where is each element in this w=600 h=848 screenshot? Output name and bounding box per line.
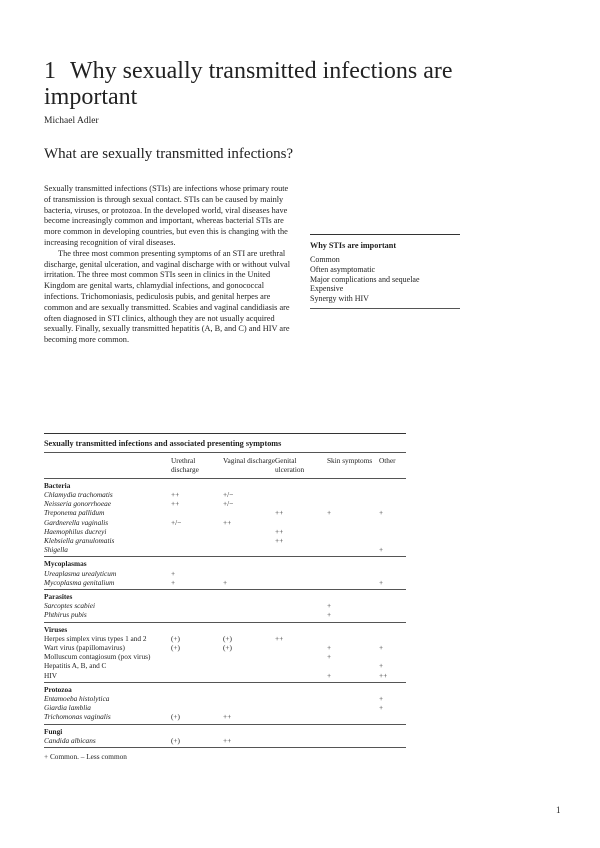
- symptom-cell: +: [171, 578, 223, 590]
- organism-name: Haemophilus ducreyi: [44, 526, 107, 536]
- organism-name: Hepatitis A, B, and C: [44, 661, 107, 671]
- symptom-cell: [275, 601, 327, 610]
- symptom-cell: +: [379, 545, 406, 557]
- symptom-cell: [171, 610, 223, 622]
- symptom-cell: [379, 536, 406, 545]
- symptom-cell: [171, 661, 223, 670]
- sidebar-bottom-rule: [310, 308, 460, 309]
- page-number: 1: [556, 805, 561, 815]
- column-header: [44, 453, 171, 479]
- symptom-cell: [379, 736, 406, 748]
- table-group-row: [44, 590, 406, 602]
- symptom-cell: [327, 545, 379, 557]
- table-row: [44, 601, 406, 610]
- table-row: [44, 712, 406, 724]
- organism-name: Ureaplasma urealyticum: [44, 568, 117, 578]
- symptom-cell: ++: [275, 536, 284, 546]
- table-row: [44, 499, 406, 508]
- symptom-cell: [275, 569, 327, 578]
- symptom-cell: +: [327, 652, 332, 662]
- symptom-cell: (+): [171, 736, 223, 748]
- sidebar-item: Common: [310, 255, 340, 264]
- symptom-cell: (+): [171, 712, 223, 724]
- table-row: [44, 569, 406, 578]
- symptom-cell: [379, 569, 406, 578]
- symptom-cell: ++: [275, 633, 284, 643]
- symptom-cell: [171, 694, 223, 703]
- symptom-cell: +: [327, 508, 332, 518]
- symptom-cell: [327, 569, 379, 578]
- organism-name: Entamoeba histolytica: [44, 694, 110, 704]
- symptom-cell: [223, 527, 275, 536]
- paragraph: Sexually transmitted infections (STIs) are infections whose primary route of transmission is through sexual contact. STIs can be caused by mainly bacteria, viruses, or protozoa. In the developed world, viral diseases have become increasingly common and important, whereas bacterial STIs are more common in developing countries, but even this is changing with the increasing recognition of viral diseases.: [44, 184, 289, 247]
- symptom-cell: (+): [223, 643, 232, 653]
- table-row: [44, 610, 406, 622]
- organism-name: Klebsiella granulomatis: [44, 536, 115, 546]
- symptom-cell: [275, 712, 327, 724]
- organism-name: Sarcoptes scabiei: [44, 601, 95, 611]
- symptom-cell: ++: [379, 671, 406, 683]
- symptom-cell: [327, 527, 379, 536]
- table-row: [44, 694, 406, 703]
- symptom-cell: [379, 610, 406, 622]
- organism-name: Neisseria gonorrhoeae: [44, 499, 111, 509]
- group-name: Protozoa: [44, 684, 72, 694]
- table-group-row: [44, 724, 406, 736]
- symptom-cell: [275, 545, 327, 557]
- symptom-cell: [327, 536, 379, 545]
- symptom-cell: +: [171, 568, 176, 578]
- symptom-cell: ++: [223, 712, 275, 724]
- group-name: Mycoplasmas: [44, 559, 87, 569]
- table-group-row: [44, 622, 406, 634]
- organism-name: Gardnerella vaginalis: [44, 517, 109, 527]
- symptom-cell: [275, 499, 327, 508]
- symptom-cell: [327, 703, 379, 712]
- sti-table: [44, 452, 406, 748]
- symptom-cell: [379, 601, 406, 610]
- sidebar-title: Why STIs are important: [310, 241, 397, 250]
- table-body: [44, 478, 406, 747]
- symptom-cell: +/−: [223, 499, 234, 509]
- symptom-cell: +: [327, 643, 332, 653]
- symptom-cell: (+): [171, 643, 180, 653]
- group-name: Fungi: [44, 726, 63, 736]
- organism-name: Molluscum contagiosum (pox virus): [44, 652, 151, 662]
- symptom-cell: [171, 601, 223, 610]
- symptom-cell: [171, 527, 223, 536]
- symptom-cell: [223, 610, 275, 622]
- organism-name: Phthirus pubis: [44, 610, 171, 622]
- organism-name: Trichomonas vaginalis: [44, 712, 171, 724]
- symptom-cell: [327, 490, 379, 499]
- symptom-cell: [379, 490, 406, 499]
- symptom-cell: [223, 601, 275, 610]
- organism-name: Candida albicans: [44, 736, 171, 748]
- table-row: [44, 545, 406, 557]
- symptom-cell: ++: [275, 526, 284, 536]
- symptom-cell: [275, 490, 327, 499]
- sidebar-item: Major complications and sequelae: [310, 274, 420, 284]
- sidebar-item: Expensive: [310, 284, 344, 294]
- section-heading: What are sexually transmitted infections?: [44, 146, 294, 162]
- paragraph: The three most common presenting symptoms of an STI are urethral discharge, genital ulceration, and vaginal discharge with or without vulval irritation. The three most common STIs seen in clinics in the United Kingdom are genital warts, chlamydial infections, and gonococcal infections. Trichomoniasis, pediculosis pubis, and genital herpes are common and are sexually transmitted. Scabies and vaginal candidiasis are often diagnosed in STI clinics, although they are not usually acquired sexually. Finally, sexually transmitted hepatitis (A, B, and C) and HIV are becoming more common.: [44, 248, 290, 345]
- sti-table-block: [44, 433, 406, 761]
- symptom-cell: [327, 518, 379, 527]
- symptom-cell: +: [327, 671, 379, 683]
- symptom-cell: [379, 499, 406, 508]
- symptom-cell: [327, 499, 379, 508]
- table-row: [44, 536, 406, 545]
- symptom-cell: [171, 652, 223, 661]
- symptom-cell: +/−: [223, 490, 234, 500]
- symptom-cell: [223, 652, 275, 661]
- column-header: Other: [379, 456, 396, 465]
- table-title: Sexually transmitted infections and associated presenting symptoms: [44, 433, 406, 452]
- organism-name: Shigella: [44, 545, 171, 557]
- organism-name: Chlamydia trachomatis: [44, 490, 113, 500]
- symptom-cell: [223, 671, 275, 683]
- symptom-cell: [327, 661, 379, 670]
- symptom-cell: [275, 578, 327, 590]
- symptom-cell: [327, 694, 379, 703]
- symptom-cell: [223, 545, 275, 557]
- symptom-cell: [223, 569, 275, 578]
- organism-name: Herpes simplex virus types 1 and 2: [44, 633, 147, 643]
- symptom-cell: (+): [171, 633, 180, 643]
- symptom-cell: [327, 736, 379, 748]
- sidebar-list: [310, 255, 460, 304]
- symptom-cell: [379, 712, 406, 724]
- symptom-cell: [327, 578, 379, 590]
- symptom-cell: [223, 703, 275, 712]
- symptom-cell: [223, 508, 275, 517]
- organism-name: Treponema pallidum: [44, 508, 105, 518]
- table-row: [44, 490, 406, 499]
- chapter-title-text: Why sexually transmitted infections are important: [44, 58, 453, 110]
- group-name: Viruses: [44, 624, 68, 634]
- symptom-cell: +: [379, 661, 384, 671]
- author-name: Michael Adler: [44, 116, 99, 126]
- column-header: Skin symptoms: [327, 456, 373, 465]
- symptom-cell: [171, 508, 223, 517]
- symptom-cell: ++: [171, 490, 180, 500]
- symptom-cell: ++: [171, 499, 180, 509]
- table-row: [44, 634, 406, 643]
- column-header: Genital ulceration: [275, 456, 305, 475]
- symptom-cell: [275, 736, 327, 748]
- organism-name: Giardia lamblia: [44, 703, 91, 713]
- symptom-cell: +: [223, 578, 275, 590]
- table-group-row: [44, 478, 406, 490]
- table-row: [44, 643, 406, 652]
- symptom-cell: [275, 643, 327, 652]
- table-footnote: + Common. – Less common: [44, 752, 127, 762]
- symptom-cell: [275, 671, 327, 683]
- symptom-cell: (+): [223, 633, 232, 643]
- symptom-cell: ++: [223, 517, 232, 527]
- symptom-cell: [171, 536, 223, 545]
- chapter-title: [44, 58, 514, 110]
- organism-name: Wart virus (papillomavirus): [44, 643, 125, 653]
- table-row: [44, 578, 406, 590]
- table-group-row: [44, 682, 406, 694]
- sidebar-top-rule: [310, 234, 460, 235]
- chapter-number: 1: [44, 58, 56, 84]
- symptom-cell: [223, 661, 275, 670]
- symptom-cell: +: [379, 694, 384, 704]
- symptom-cell: +: [327, 601, 332, 611]
- symptom-cell: [275, 703, 327, 712]
- table-row: [44, 661, 406, 670]
- symptom-cell: +: [379, 508, 384, 518]
- body-text: [44, 184, 296, 346]
- column-header: Urethral discharge: [171, 456, 199, 475]
- symptom-cell: [327, 634, 379, 643]
- table-group-row: [44, 557, 406, 569]
- table-header-row: [44, 453, 406, 479]
- symptom-cell: [223, 694, 275, 703]
- symptom-cell: +: [379, 703, 384, 713]
- symptom-cell: ++: [223, 736, 275, 748]
- symptom-cell: [171, 545, 223, 557]
- symptom-cell: [275, 518, 327, 527]
- sidebar-item: Often asymptomatic: [310, 264, 376, 274]
- symptom-cell: [379, 634, 406, 643]
- table-row: [44, 671, 406, 683]
- table-row: [44, 527, 406, 536]
- symptom-cell: [379, 518, 406, 527]
- symptom-cell: [379, 652, 406, 661]
- symptom-cell: [223, 536, 275, 545]
- column-header: Vaginal discharge: [223, 456, 275, 465]
- symptom-cell: [275, 661, 327, 670]
- symptom-cell: +: [379, 578, 406, 590]
- group-name: Parasites: [44, 592, 73, 602]
- symptom-cell: [379, 527, 406, 536]
- symptom-cell: +/−: [171, 517, 182, 527]
- table-row: [44, 518, 406, 527]
- table-row: [44, 736, 406, 748]
- sidebar-item: Synergy with HIV: [310, 294, 369, 304]
- symptom-cell: +: [327, 610, 379, 622]
- symptom-cell: [171, 671, 223, 683]
- table-row: [44, 652, 406, 661]
- symptom-cell: ++: [275, 508, 284, 518]
- table-row: [44, 508, 406, 517]
- symptom-cell: [171, 703, 223, 712]
- symptom-cell: [275, 610, 327, 622]
- organism-name: HIV: [44, 671, 171, 683]
- symptom-cell: [327, 712, 379, 724]
- symptom-cell: [275, 652, 327, 661]
- symptom-cell: [275, 694, 327, 703]
- organism-name: Mycoplasma genitalium: [44, 578, 171, 590]
- group-name: Bacteria: [44, 480, 71, 490]
- table-row: [44, 703, 406, 712]
- sidebar-box: [310, 234, 460, 309]
- symptom-cell: +: [379, 643, 384, 653]
